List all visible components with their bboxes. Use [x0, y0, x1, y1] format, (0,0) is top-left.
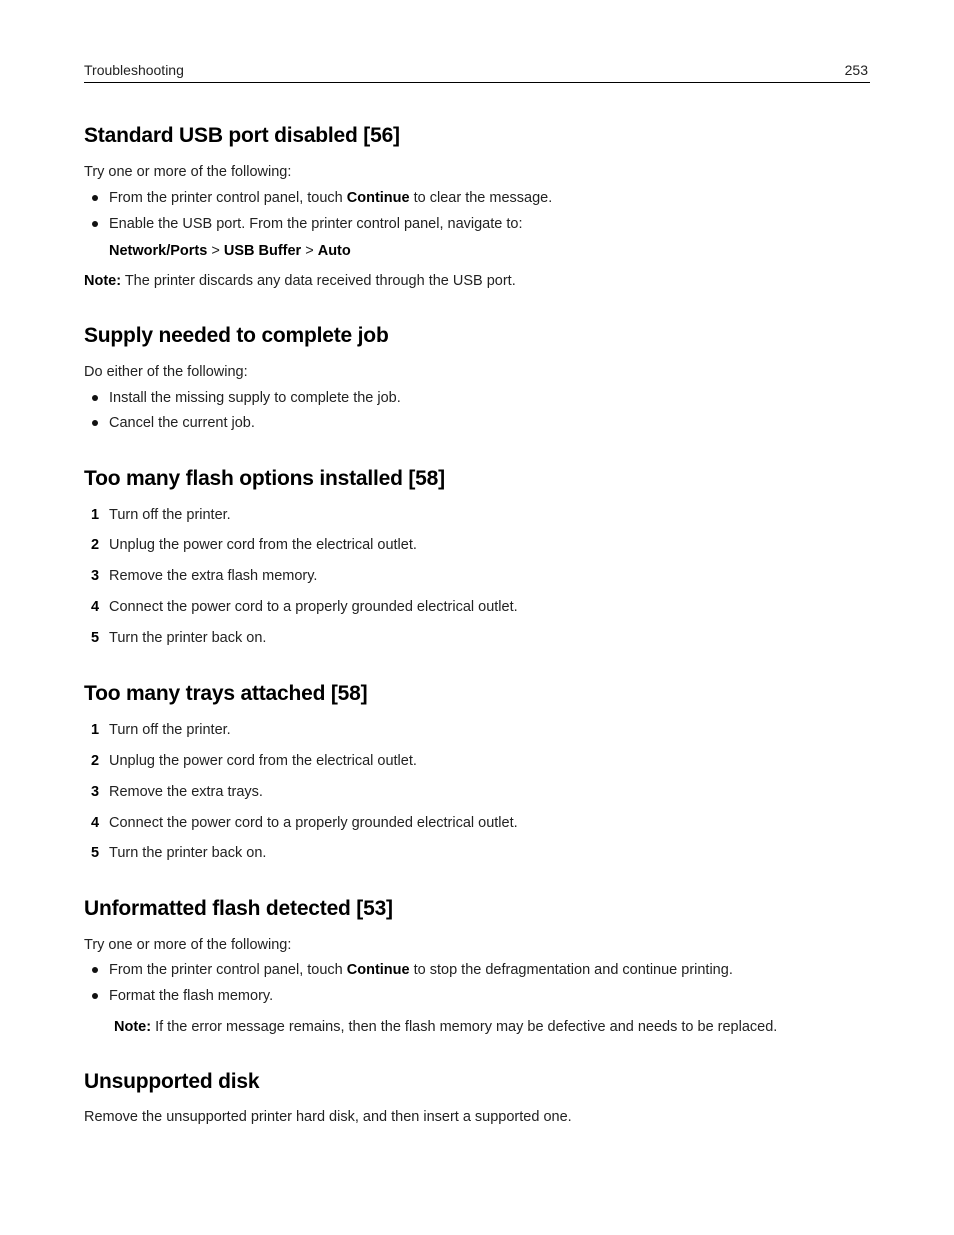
bullet-text: From the printer control panel, touch Continue to stop the defragmentation and continue printing.	[109, 962, 733, 978]
bullet-icon	[92, 221, 98, 227]
running-header	[84, 60, 870, 83]
bullet-text: Cancel the current job.	[109, 415, 255, 431]
supply-intro: Do either of the following:	[84, 364, 248, 380]
usb-intro: Try one or more of the following:	[84, 164, 292, 180]
unformatted-intro: Try one or more of the following:	[84, 937, 292, 953]
bullet-icon	[92, 967, 98, 973]
heading-too-many-flash-options: Too many flash options installed [58]	[84, 467, 445, 490]
heading-unsupported-disk: Unsupported disk	[84, 1070, 260, 1093]
heading-too-many-trays: Too many trays attached [58]	[84, 682, 368, 705]
heading-usb-port-disabled: Standard USB port disabled [56]	[84, 124, 400, 147]
bullet-icon	[92, 195, 98, 201]
bullet-text: Enable the USB port. From the printer control panel, navigate to:	[109, 216, 523, 232]
bullet-icon	[92, 993, 98, 999]
usb-menu-path: Network/Ports > USB Buffer > Auto	[109, 243, 351, 259]
note-label: Note:	[84, 273, 122, 289]
usb-note: Note: The printer discards any data received through the USB port.	[84, 273, 516, 289]
bullet-text: Format the flash memory.	[109, 988, 274, 1004]
note-label: Note:	[114, 1019, 152, 1035]
page-number: 253	[844, 62, 868, 78]
bullet-icon	[92, 420, 98, 426]
disk-body: Remove the unsupported printer hard disk, and then insert a supported one.	[84, 1109, 572, 1125]
bullet-text: From the printer control panel, touch Continue to clear the message.	[109, 190, 553, 206]
bullet-icon	[92, 395, 98, 401]
heading-supply-needed: Supply needed to complete job	[84, 324, 389, 347]
unformatted-note: Note: If the error message remains, then the flash memory may be defective and needs to be replaced.	[114, 1019, 778, 1035]
heading-unformatted-flash: Unformatted flash detected [53]	[84, 897, 393, 920]
continue-label: Continue	[346, 962, 410, 978]
bullet-text: Install the missing supply to complete the job.	[109, 390, 401, 406]
header-section-title: Troubleshooting	[84, 62, 184, 78]
continue-label: Continue	[346, 190, 410, 206]
